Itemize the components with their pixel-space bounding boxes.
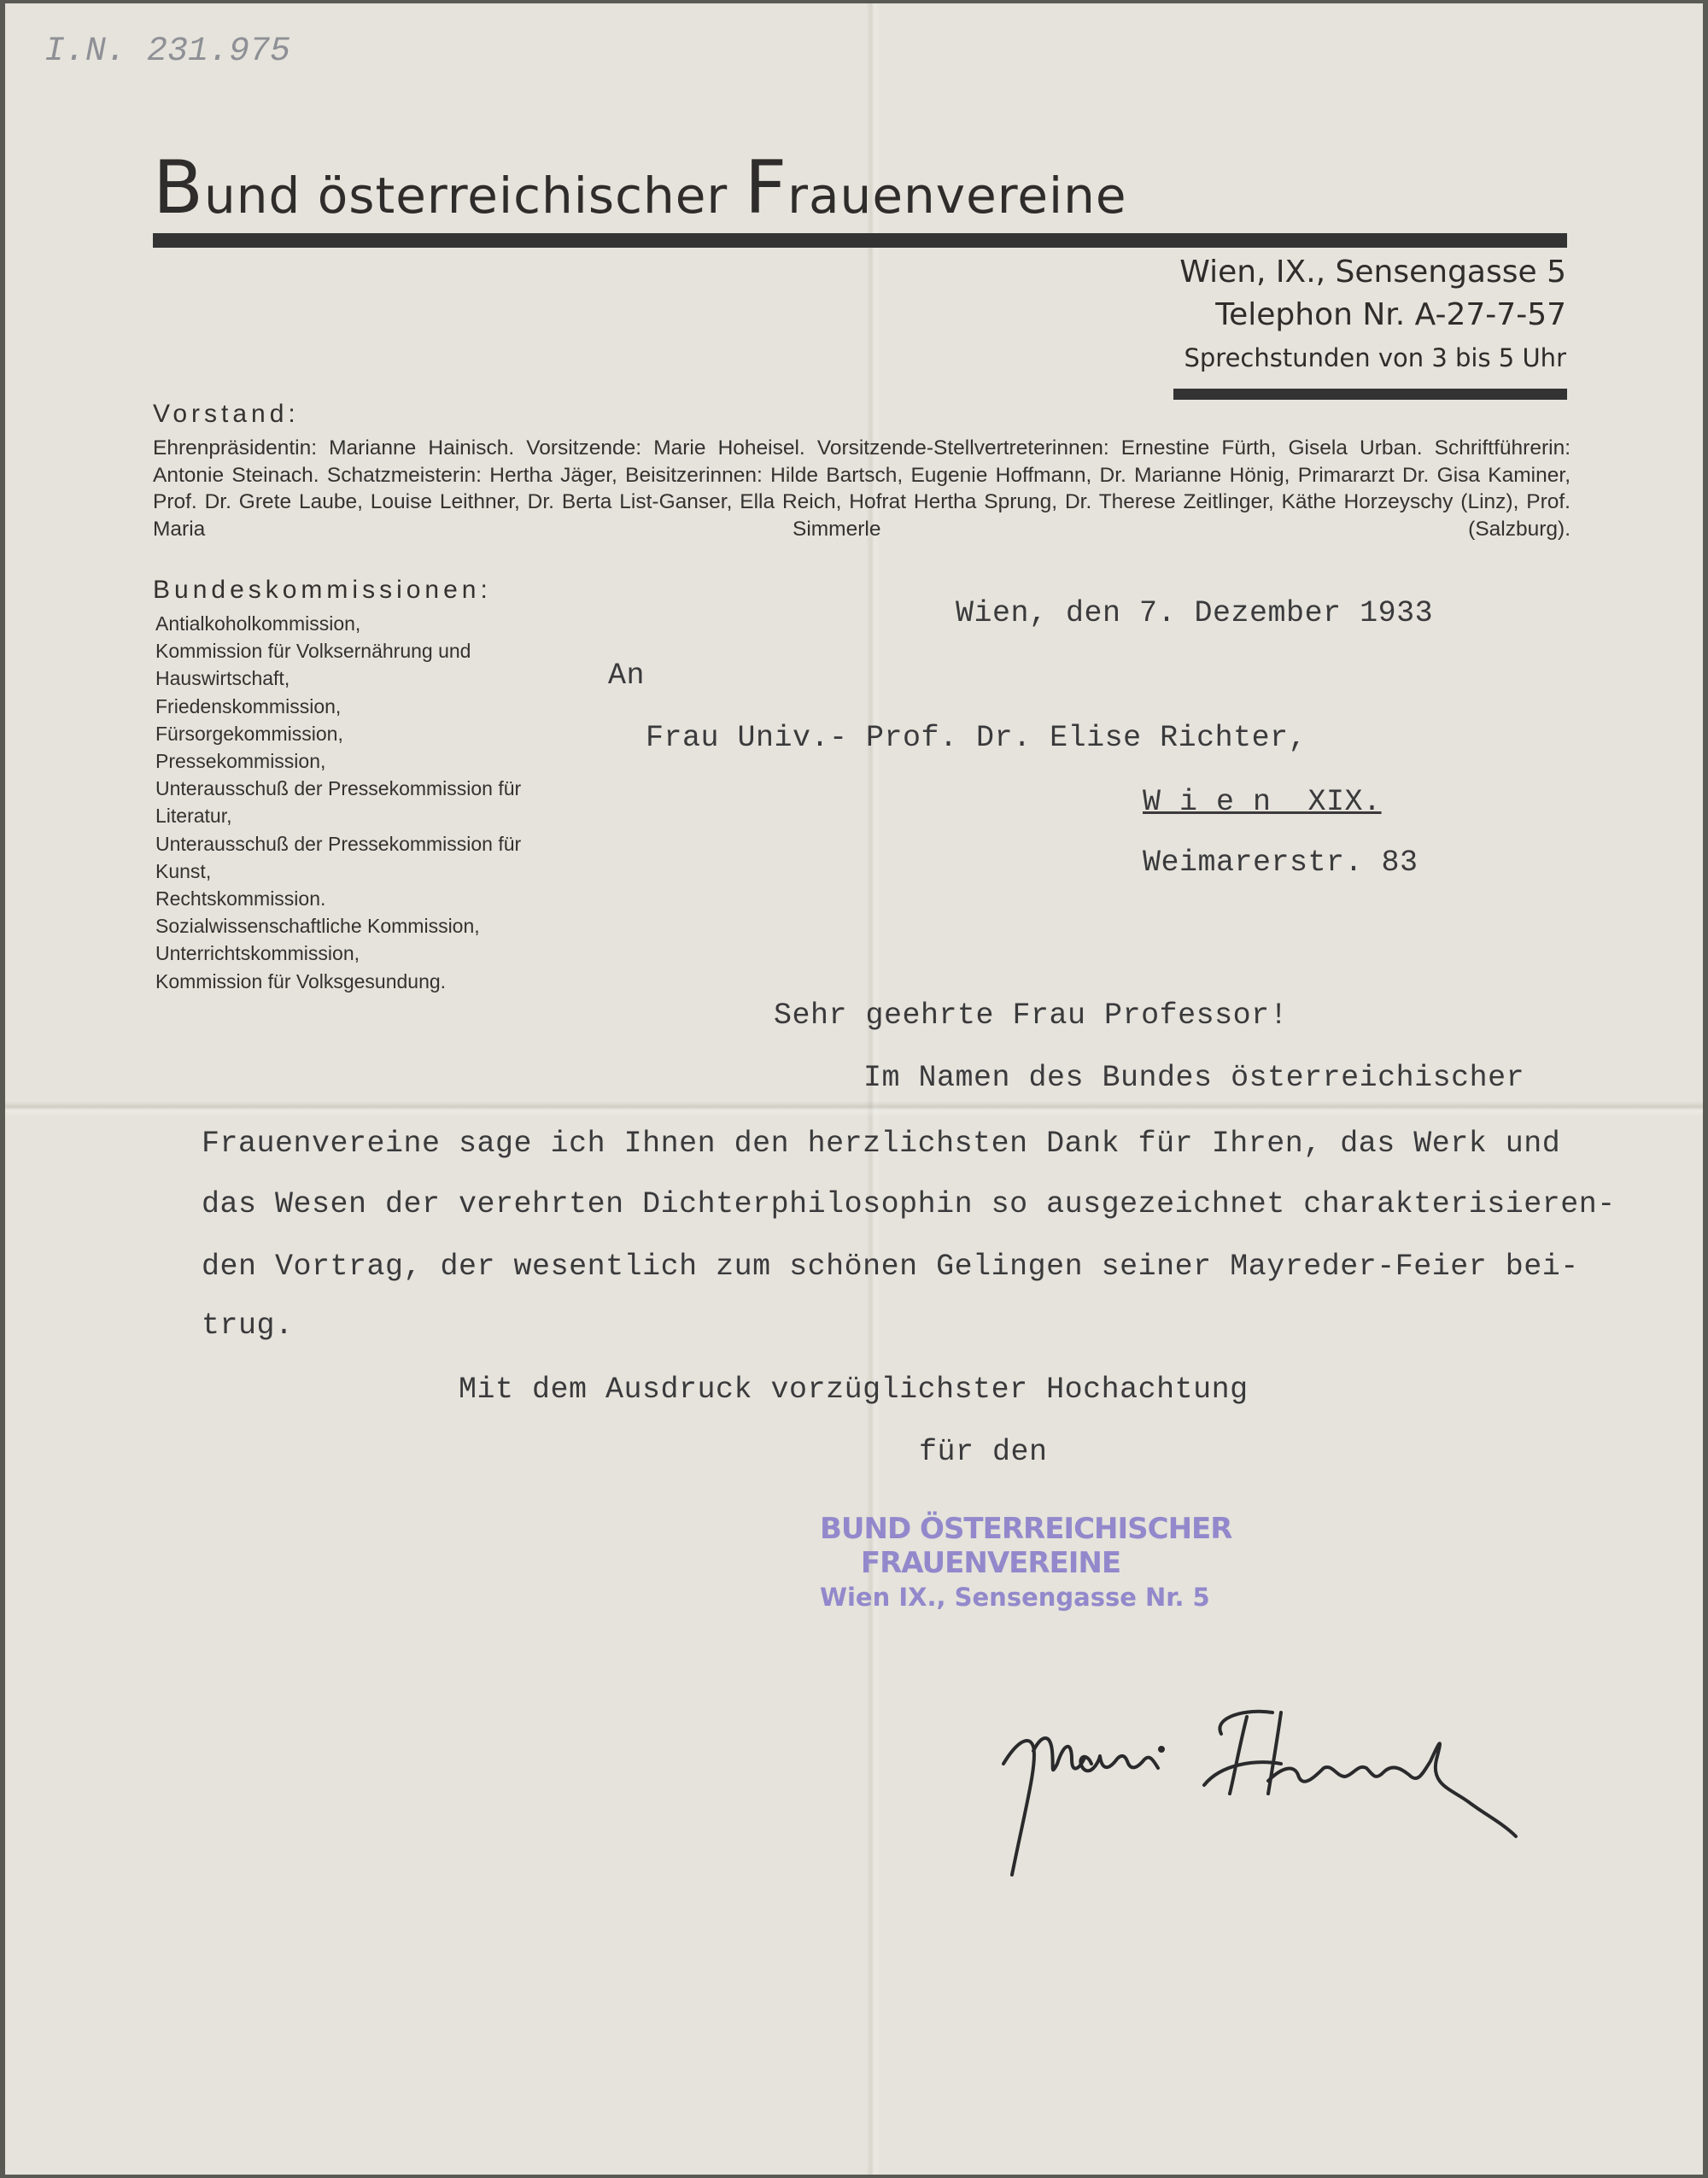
commission-item: Hauswirtschaft, xyxy=(155,667,290,690)
organization-stamp xyxy=(820,1512,1232,1614)
board-heading: Vorstand: xyxy=(153,400,300,428)
commission-item: Kommission für Volksernährung und xyxy=(155,640,471,663)
commission-item: Unterrichtskommission, xyxy=(155,942,360,965)
commission-item: Kunst, xyxy=(155,859,212,882)
commission-item: Unterausschuß der Pressekommission für xyxy=(155,832,522,855)
commissions-list xyxy=(155,610,565,995)
body-first-line: Im Namen des Bundes österreichischer xyxy=(863,1061,1525,1095)
recipient: Frau Univ.- Prof. Dr. Elise Richter, xyxy=(646,721,1307,755)
stamp-line: FRAUENVEREINE xyxy=(860,1546,1121,1580)
commission-item: Sozialwissenschaftliche Kommission, xyxy=(155,915,480,938)
letterhead-address: Wien, IX., Sensengasse 5 xyxy=(1179,255,1566,290)
closing-for: für den xyxy=(919,1435,1048,1469)
recipient-street: Weimarerstr. 83 xyxy=(1143,846,1418,880)
stamp-line: BUND ÖSTERREICHISCHER xyxy=(820,1512,1232,1546)
accession-number: I.N. 231.975 xyxy=(44,32,291,71)
organization-name: Bund österreichischer Frauenvereine xyxy=(153,145,1127,231)
body-line: Frauenvereine sage ich Ihnen den herzlichsten Dank für Ihren, das Werk und xyxy=(202,1127,1561,1161)
commission-item: Literatur, xyxy=(155,805,232,828)
body-line: das Wesen der verehrten Dichterphilosophin so ausgezeichnet charakterisieren- xyxy=(202,1187,1616,1221)
stamp-line: Wien IX., Sensengasse Nr. 5 xyxy=(820,1583,1210,1612)
letterhead-office-hours: Sprechstunden von 3 bis 5 Uhr xyxy=(1184,343,1566,372)
board-members: Ehrenpräsidentin: Marianne Hainisch. Vorsitzende: Marie Hoheisel. Vorsitzende-Stellvertreterinnen: Ernestine Fürth, Gisela Urban. Schriftführerin: Antonie Steinach. Schatzmeisterin: Hertha Jäger, Beisitzerinnen: Hilde Bartsch, Eugenie Hoffmann, Dr. Marianne Hönig, Primararzt Dr. Gisa Kaminer, Prof. Dr. Grete Laube, Louise Leithner, Dr. Berta List-Ganser, Ella Reich, Hofrat Hertha Sprung, Dr. Therese Zeitlinger, Käthe Horzeyschy (Linz), Prof. Maria Simmerle (Salzburg). xyxy=(153,436,1571,541)
address-rule xyxy=(1173,389,1567,400)
commissions-heading: Bundeskommissionen: xyxy=(153,576,492,604)
recipient-city: W i e n XIX. xyxy=(1143,785,1382,819)
body-line: trug. xyxy=(202,1309,294,1343)
commission-item: Pressekommission, xyxy=(155,750,326,773)
to-label: An xyxy=(608,659,646,693)
salutation: Sehr geehrte Frau Professor! xyxy=(774,998,1289,1033)
body-line: den Vortrag, der wesentlich zum schönen Gelingen seiner Mayreder-Feier bei- xyxy=(202,1250,1579,1284)
closing: Mit dem Ausdruck vorzüglichster Hochachtung xyxy=(459,1373,1249,1407)
commission-item: Unterausschuß der Pressekommission für xyxy=(155,777,522,800)
letter-date: Wien, den 7. Dezember 1933 xyxy=(956,596,1434,630)
commission-item: Friedenskommission, xyxy=(155,694,342,717)
commission-item: Antialkoholkommission, xyxy=(155,612,361,635)
letterhead-rule xyxy=(153,233,1567,248)
commission-item: Fürsorgekommission, xyxy=(155,722,343,745)
commission-item: Rechtskommission. xyxy=(155,887,326,910)
commission-item: Kommission für Volksgesundung. xyxy=(155,969,447,992)
signature xyxy=(991,1683,1546,1888)
letterhead-telephone: Telephon Nr. A-27-7-57 xyxy=(1215,297,1566,332)
letterhead-title xyxy=(153,145,1127,231)
